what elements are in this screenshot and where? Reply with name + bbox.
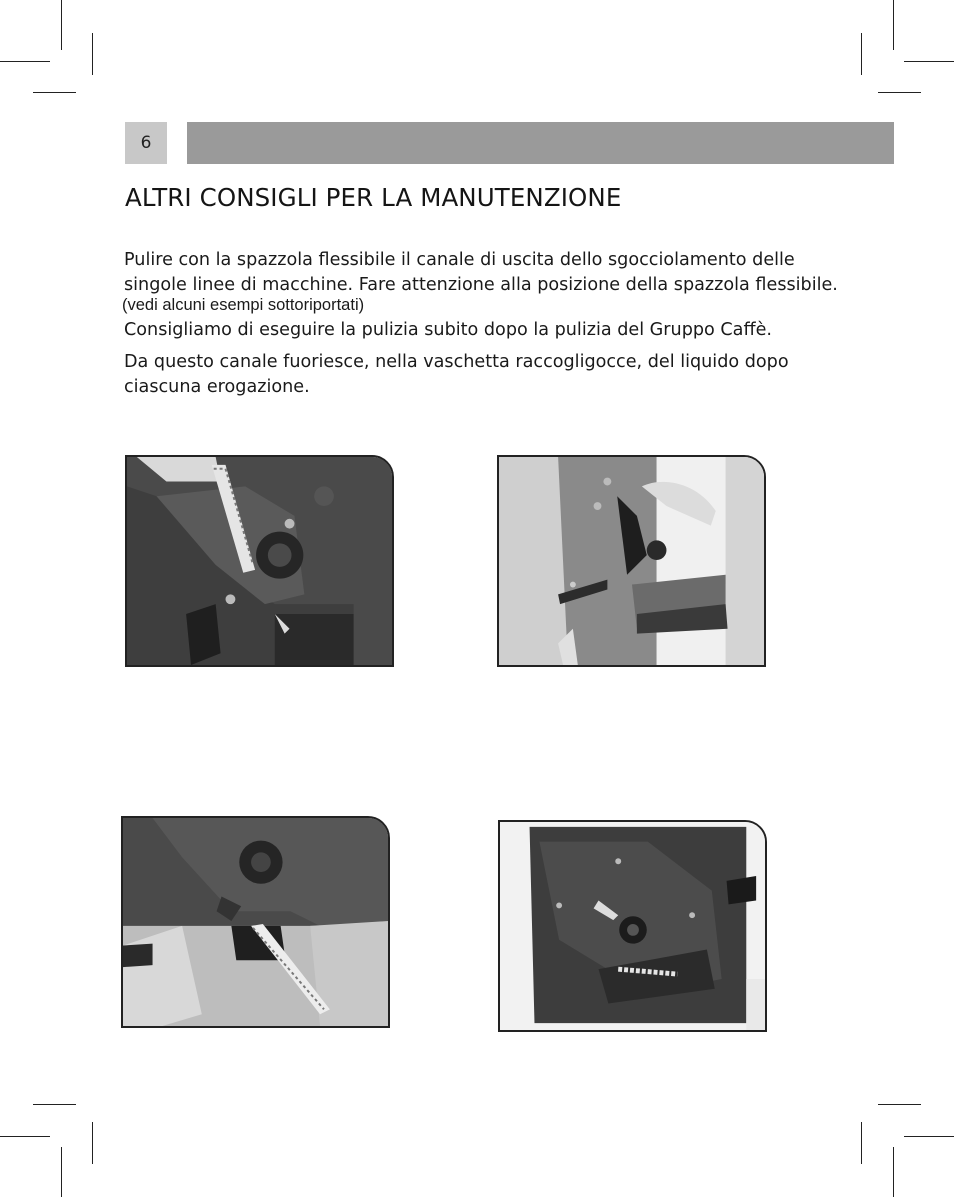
paragraph-line: Consigliamo di eseguire la pulizia subito dopo la pulizia del Gruppo Caffè. [124, 320, 772, 340]
crop-mark [0, 1136, 50, 1137]
maintenance-photo-3 [121, 816, 390, 1028]
note-text: (vedi alcuni esempi sottoriportati) [122, 296, 365, 314]
crop-mark [893, 1147, 894, 1197]
maintenance-photo-2 [497, 455, 766, 667]
paragraph-line: Pulire con la spazzola flessibile il canale di uscita dello sgocciolamento delle [124, 250, 795, 270]
crop-mark [33, 92, 76, 93]
crop-mark [904, 1136, 954, 1137]
paragraph-line: Da questo canale fuoriesce, nella vaschetta raccogligocce, del liquido dopo [124, 352, 789, 372]
crop-mark [61, 1147, 62, 1197]
page-number: 6 [125, 122, 167, 164]
maintenance-photo-4 [498, 820, 767, 1032]
section-title: ALTRI CONSIGLI PER LA MANUTENZIONE [125, 183, 622, 212]
crop-mark [861, 33, 862, 75]
header-bar [187, 122, 894, 164]
crop-mark [33, 1104, 76, 1105]
crop-mark [61, 0, 62, 50]
crop-mark [861, 1122, 862, 1164]
crop-mark [92, 1122, 93, 1164]
crop-mark [878, 92, 921, 93]
paragraph-line: ciascuna erogazione. [124, 377, 310, 397]
crop-mark [0, 61, 50, 62]
crop-mark [92, 33, 93, 75]
crop-mark [878, 1104, 921, 1105]
maintenance-photo-1 [125, 455, 394, 667]
crop-mark [893, 0, 894, 50]
paragraph-line: singole linee di macchine. Fare attenzione alla posizione della spazzola flessibile. [124, 275, 838, 295]
crop-mark [904, 61, 954, 62]
